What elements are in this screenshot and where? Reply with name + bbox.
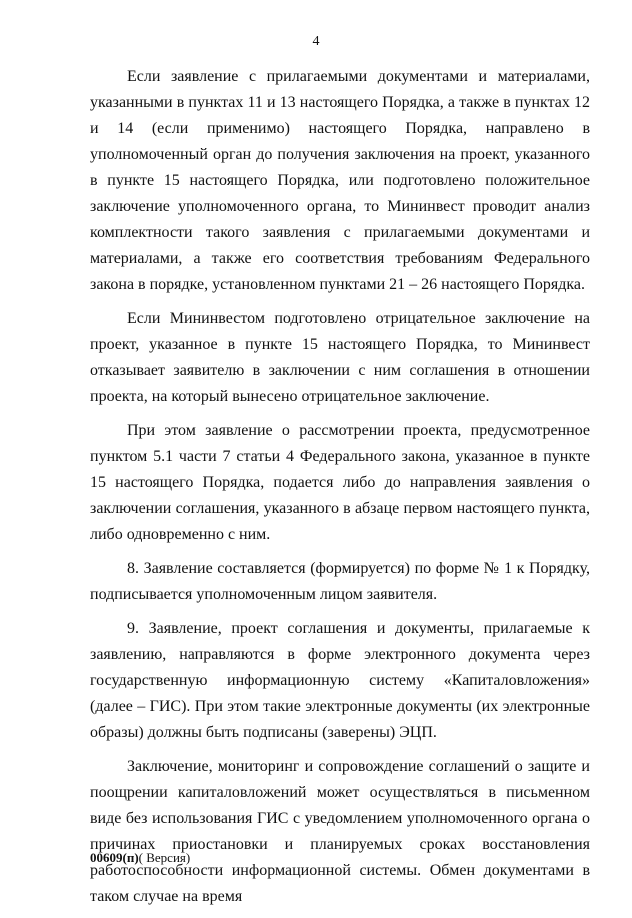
paragraph: 8. Заявление составляется (формируется) по форме № 1 к Порядку, подписывается уполномоченным лицом заявителя.: [90, 560, 590, 603]
paragraph: Если Мининвестом подготовлено отрицательное заключение на проект, указанное в пункте 15 настоящего Порядка, то Мининвест отказывает заявителю в заключении с ним соглашения в отношении проекта, на который вынесено отрицательное заключение.: [90, 310, 590, 405]
footer: [90, 850, 190, 866]
paragraph: Заключение, мониторинг и сопровождение соглашений о защите и поощрении капиталовложений может осуществляться в письменном виде без использования ГИС с уведомлением уполномоченного органа о причинах приостановки и планируемых сроках восстановления работоспособности информационной системы. Обмен документами в таком случае на время: [90, 758, 590, 905]
document-body: [90, 64, 590, 918]
document-code: 00609(п): [90, 850, 139, 865]
paragraph: 9. Заявление, проект соглашения и документы, прилагаемые к заявлению, направляются в форме электронного документа через государственную информационную систему «Капиталовложения» (далее – ГИС). При этом такие электронные документы (их электронные образы) должны быть подписаны (заверены) ЭЦП.: [90, 620, 590, 741]
version-label: ( Версия): [138, 850, 191, 865]
paragraph: При этом заявление о рассмотрении проекта, предусмотренное пунктом 5.1 части 7 статьи 4 Федерального закона, указанное в пункте 15 настоящего Порядка, подается либо до направления заявления о заключении соглашения, указанного в абзаце первом настоящего пункта, либо одновременно с ним.: [90, 422, 590, 543]
paragraph: Если заявление с прилагаемыми документами и материалами, указанными в пунктах 11 и 13 настоящего Порядка, а также в пунктах 12 и 14 (если применимо) настоящего Порядка, направлено в уполномоченный орган до получения заключения на проект, указанного в пункте 15 настоящего Порядка, или подготовлено положительное заключение уполномоченного органа, то Мининвест проводит анализ комплектности такого заявления с прилагаемыми документами и материалами, а также его соответствия требованиям Федерального закона в порядке, установленном пунктами 21 – 26 настоящего Порядка.: [90, 68, 590, 293]
page-number: 4: [312, 34, 320, 49]
